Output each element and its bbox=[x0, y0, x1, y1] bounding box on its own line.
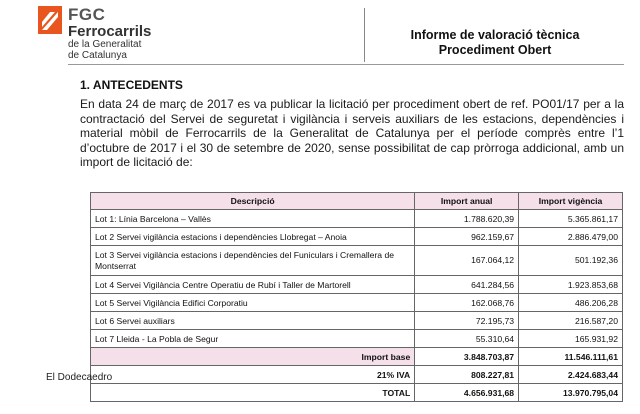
source-watermark: El Dodecaedro bbox=[46, 372, 113, 383]
total-annual: 4.656.931,68 bbox=[415, 384, 519, 402]
base-total-term: 11.546.111,61 bbox=[519, 348, 623, 366]
table-row bbox=[91, 294, 623, 312]
table-row bbox=[91, 312, 623, 330]
table-row bbox=[91, 276, 623, 294]
total-label: TOTAL bbox=[91, 384, 415, 402]
total-total-term: 13.970.795,04 bbox=[519, 384, 623, 402]
col-header-annual: Import anual bbox=[415, 193, 519, 210]
fgc-logo bbox=[38, 6, 238, 64]
col-header-description: Descripció bbox=[91, 193, 415, 210]
row-total-term: 5.365.861,17 bbox=[519, 210, 623, 228]
row-total-term: 165.931,92 bbox=[519, 330, 623, 348]
row-total-term: 486.206,28 bbox=[519, 294, 623, 312]
row-description: Lot 4 Servei Vigilància Centre Operatiu de Rubí i Taller de Martorell bbox=[91, 276, 415, 294]
row-annual: 72.195,73 bbox=[415, 312, 519, 330]
report-subtitle: Procediment Obert bbox=[438, 43, 552, 57]
intro-paragraph: En data 24 de març de 2017 es va publicar la licitació per procediment obert de ref. PO01/17 per a la contractació del Servei de seguretat i vigilància i serveis auxiliars de les estacions, dependències i material mòbil de Ferrocarrils de la Generalitat de Catalunya per el període comprès entre l’1 d’octubre de 2017 i el 30 de setembre de 2020, sense possibilitat de cap pròrroga addicional, amb un import de licitació de: bbox=[80, 97, 624, 170]
row-annual: 962.159,67 bbox=[415, 228, 519, 246]
row-annual: 1.788.620,39 bbox=[415, 210, 519, 228]
base-row bbox=[91, 348, 623, 366]
table-row bbox=[91, 228, 623, 246]
row-description: Lot 6 Servei auxiliars bbox=[91, 312, 415, 330]
section-heading: 1. ANTECEDENTS bbox=[80, 78, 183, 92]
report-header bbox=[364, 8, 625, 62]
row-description: Lot 5 Servei Vigilància Edifici Corporatiu bbox=[91, 294, 415, 312]
row-annual: 167.064,12 bbox=[415, 246, 519, 276]
vat-total-term: 2.424.683,44 bbox=[519, 366, 623, 384]
col-header-total-term: Import vigència bbox=[519, 193, 623, 210]
row-total-term: 1.923.853,68 bbox=[519, 276, 623, 294]
table-row bbox=[91, 210, 623, 228]
row-annual: 641.284,56 bbox=[415, 276, 519, 294]
table-row bbox=[91, 330, 623, 348]
row-total-term: 216.587,20 bbox=[519, 312, 623, 330]
row-description: Lot 7 Lleida - La Pobla de Segur bbox=[91, 330, 415, 348]
vat-annual: 808.227,81 bbox=[415, 366, 519, 384]
vat-row bbox=[91, 366, 623, 384]
budget-table bbox=[90, 192, 623, 402]
base-label: Import base bbox=[91, 348, 415, 366]
total-row bbox=[91, 384, 623, 402]
row-description: Lot 3 Servei vigilància estacions i dependències del Funiculars i Cremallera de Montserrat bbox=[91, 246, 415, 276]
fgc-logo-icon bbox=[38, 6, 62, 34]
logo-line2: de la Generalitat bbox=[68, 39, 142, 50]
report-title: Informe de valoració tècnica bbox=[410, 28, 580, 42]
row-total-term: 2.886.479,00 bbox=[519, 228, 623, 246]
row-description: Lot 1: Línia Barcelona – Vallès bbox=[91, 210, 415, 228]
row-description: Lot 2 Servei vigilància estacions i dependències Llobregat – Anoia bbox=[91, 228, 415, 246]
base-annual: 3.848.703,87 bbox=[415, 348, 519, 366]
logo-name: Ferrocarrils bbox=[68, 23, 152, 40]
row-annual: 55.310,64 bbox=[415, 330, 519, 348]
logo-acronym: FGC bbox=[68, 5, 106, 24]
table-header-row bbox=[91, 193, 623, 210]
header-divider bbox=[68, 64, 624, 65]
table-row bbox=[91, 246, 623, 276]
logo-line3: de Catalunya bbox=[68, 50, 127, 61]
row-annual: 162.068,76 bbox=[415, 294, 519, 312]
row-total-term: 501.192,36 bbox=[519, 246, 623, 276]
vat-label: 21% IVA bbox=[91, 366, 415, 384]
